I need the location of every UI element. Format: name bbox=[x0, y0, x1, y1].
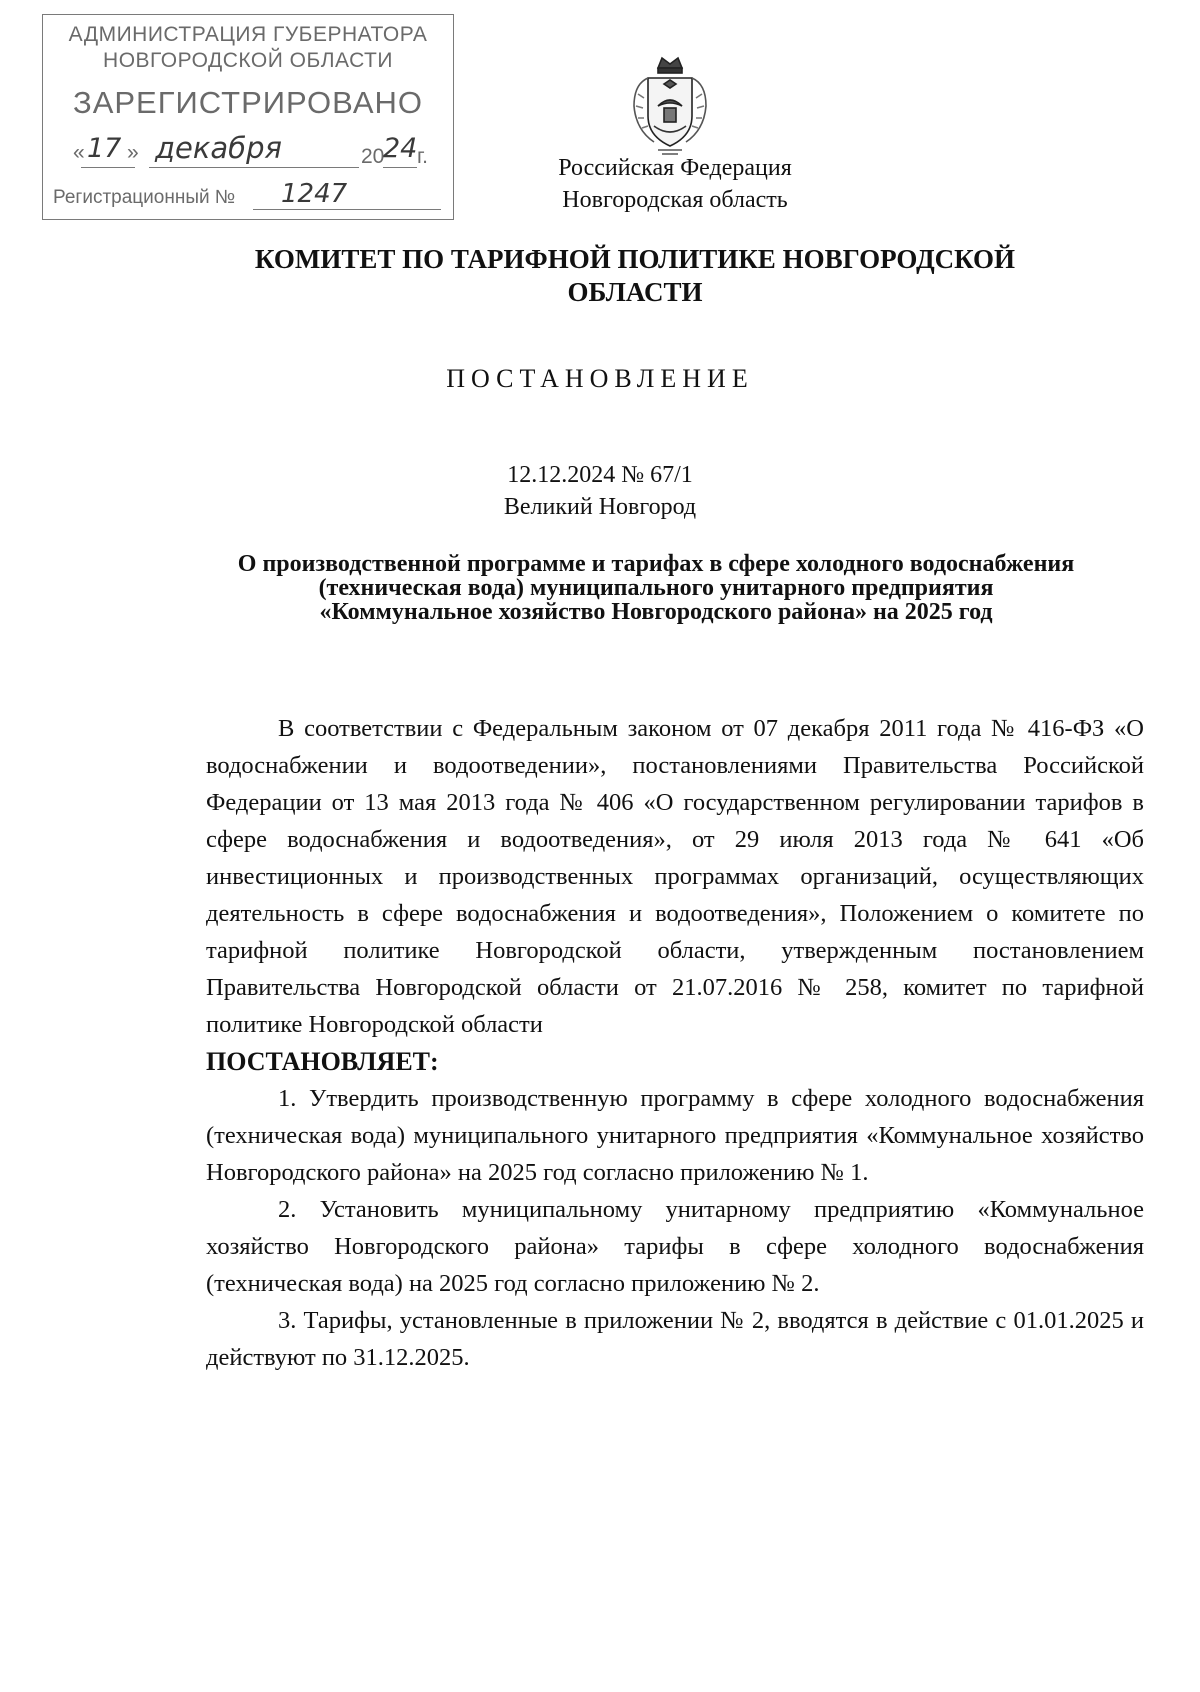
document-type: ПОСТАНОВЛЕНИЕ bbox=[446, 364, 754, 393]
decree-date-number: 12.12.2024 № 67/1 bbox=[507, 462, 693, 488]
header-region: Новгородская область bbox=[562, 187, 788, 213]
registration-stamp bbox=[42, 14, 454, 220]
resolves-heading: ПОСТАНОВЛЯЕТ: bbox=[206, 1047, 439, 1076]
decree-city: Великий Новгород bbox=[503, 494, 697, 520]
item-paragraph-3: 3. Тарифы, установленные в приложении № 2, вводятся в действие с 01.01.2025 и действуют по 31.12.2025. bbox=[206, 1307, 1144, 1371]
stamp-status: ЗАРЕГИСТРИРОВАНО bbox=[72, 85, 423, 120]
stamp-year-end: г. bbox=[417, 145, 428, 168]
item-paragraph-2: 2. Установить муниципальному унитарному предприятию «Коммунальное хозяйство Новгородского района» тарифы в сфере холодного водоснабжения (техническая вода) на 2025 год согласно приложению № 2. bbox=[206, 1196, 1144, 1297]
header-region-block bbox=[540, 152, 810, 216]
stamp-reg-label: Регистрационный № bbox=[53, 187, 236, 208]
stamp-registration-line bbox=[53, 179, 439, 215]
stamp-line-1: АДМИНИСТРАЦИЯ ГУБЕРНАТОРА bbox=[68, 23, 428, 46]
stamp-year-suffix: 24 bbox=[383, 133, 418, 164]
stamp-year-prefix: 20 bbox=[361, 145, 385, 168]
stamp-day: 17 bbox=[87, 133, 122, 164]
stamp-line-2: НОВГОРОДСКОЙ ОБЛАСТИ bbox=[103, 49, 393, 72]
stamp-reg-number: 1247 bbox=[281, 179, 348, 209]
decree-subject: О производственной программе и тарифах в сфере холодного водоснабжения (техническая вода) муниципального унитарного предприятия «Коммунальное хозяйство Новгородского района» на 2025 год bbox=[237, 551, 1075, 625]
header-country: Российская Федерация bbox=[558, 155, 792, 181]
stamp-date-line: « 17 » декабря 20 24 г. bbox=[73, 131, 428, 168]
item-paragraph-1: 1. Утвердить производственную программу в сфере холодного водоснабжения (техническая вода) муниципального унитарного предприятия «Коммунальное хозяйство Новгородского района» на 2025 год согласно приложению № 1. bbox=[206, 1085, 1144, 1186]
committee-title: КОМИТЕТ ПО ТАРИФНОЙ ПОЛИТИКЕ НОВГОРОДСКОЙ ОБЛАСТИ bbox=[254, 244, 1016, 307]
stamp-month: декабря bbox=[155, 131, 282, 165]
decree-body bbox=[206, 710, 1144, 1376]
preamble-paragraph: В соответствии с Федеральным законом от 07 декабря 2011 года № 416-ФЗ «О водоснабжении и водоотведении», постановлениями Правительства Российской Федерации от 13 мая 2013 года № 406 «О государственном регулировании тарифов в сфере водоснабжения и водоотведения», от 29 июля 2013 года № 641 «Об инвестиционных и производственных программах организаций, осуществляющих деятельность в сфере водоснабжения и водоотведения», Положением о комитете по тарифной политике Новгородской области, утвержденным постановлением Правительства Новгородской области от 21.07.2016 № 258, комитет по тарифной политике Новгородской области bbox=[206, 715, 1144, 1038]
coat-of-arms-emblem bbox=[628, 54, 712, 158]
